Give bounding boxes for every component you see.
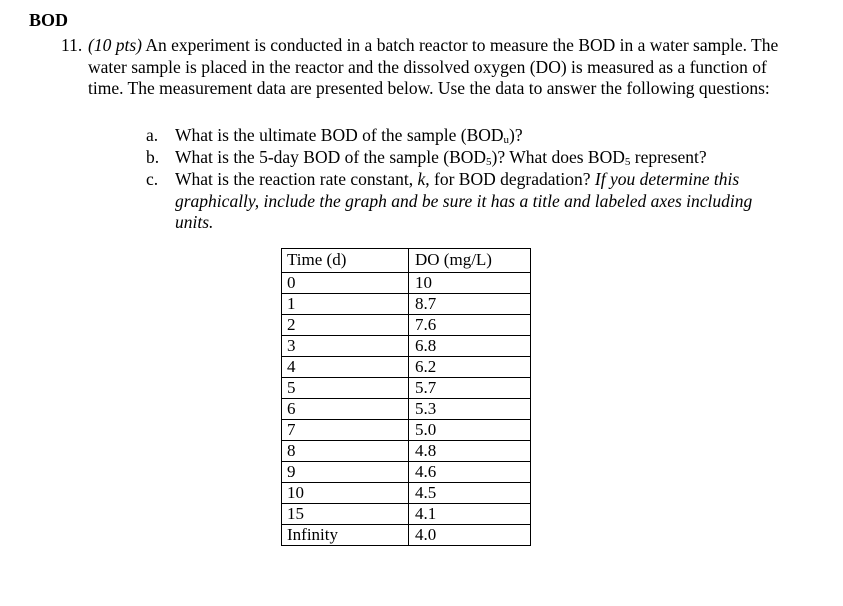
subquestion-c <box>175 169 785 234</box>
table-row <box>282 399 531 420</box>
do-cell: 4.0 <box>409 525 531 546</box>
subquestion-c-text-mid: , for BOD degradation? <box>425 169 595 189</box>
subquestion-a-letter: a. <box>146 125 159 145</box>
table-row <box>282 420 531 441</box>
table-row <box>282 315 531 336</box>
do-cell: 6.8 <box>409 336 531 357</box>
do-cell: 4.1 <box>409 504 531 525</box>
rate-constant-symbol: k <box>417 169 426 189</box>
time-cell: 2 <box>282 315 409 336</box>
table-row <box>282 273 531 294</box>
question-number: 11. <box>61 35 83 55</box>
subquestion-b-text-end: represent? <box>630 147 707 167</box>
do-cell: 5.3 <box>409 399 531 420</box>
time-cell: 9 <box>282 462 409 483</box>
table-row <box>282 441 531 462</box>
table-row <box>282 525 531 546</box>
time-cell: 8 <box>282 441 409 462</box>
time-cell: 3 <box>282 336 409 357</box>
subquestion-c-instructions: If you determine this graphically, include the graph and be sure it has a title and labeled axes including units. <box>175 169 753 232</box>
do-cell: 4.8 <box>409 441 531 462</box>
subquestion-b-text-mid: )? What does BOD <box>491 147 625 167</box>
time-cell: 6 <box>282 399 409 420</box>
do-cell: 5.7 <box>409 378 531 399</box>
time-cell: 7 <box>282 420 409 441</box>
subquestion-c-text: What is the reaction rate constant, <box>175 169 418 189</box>
do-measurement-table <box>281 248 531 546</box>
column-header-do: DO (mg/L) <box>409 249 531 273</box>
table-row <box>282 483 531 504</box>
time-cell: 5 <box>282 378 409 399</box>
time-cell: 15 <box>282 504 409 525</box>
subscript-5: 5 <box>624 156 631 168</box>
table-row <box>282 378 531 399</box>
subquestion-a <box>175 125 785 147</box>
subquestion-c-letter: c. <box>146 169 159 189</box>
do-cell: 4.6 <box>409 462 531 483</box>
column-header-time: Time (d) <box>282 249 409 273</box>
do-cell: 5.0 <box>409 420 531 441</box>
do-cell: 10 <box>409 273 531 294</box>
time-cell: 10 <box>282 483 409 504</box>
question-body: An experiment is conducted in a batch reactor to measure the BOD in a water sample. The water sample is placed in the reactor and the dissolved oxygen (DO) is measured as a function of time. The measurement data are presented below. Use the data to answer the following questions: <box>88 35 779 98</box>
subquestion-b-letter: b. <box>146 147 160 167</box>
question-text <box>88 35 788 100</box>
time-cell: 0 <box>282 273 409 294</box>
subquestion-a-text: What is the ultimate BOD of the sample (BOD <box>175 125 504 145</box>
time-cell: Infinity <box>282 525 409 546</box>
section-heading: BOD <box>29 10 69 30</box>
subscript-5: 5 <box>486 156 492 168</box>
do-cell: 8.7 <box>409 294 531 315</box>
time-cell: 1 <box>282 294 409 315</box>
table-row <box>282 462 531 483</box>
table-row <box>282 294 531 315</box>
table-row <box>282 336 531 357</box>
subquestion-a-text-end: )? <box>509 125 523 145</box>
question-points: (10 pts) <box>88 35 142 55</box>
do-cell: 7.6 <box>409 315 531 336</box>
table-row <box>282 504 531 525</box>
table-header-row <box>282 249 531 273</box>
do-cell: 4.5 <box>409 483 531 504</box>
subquestion-b <box>175 147 785 169</box>
table-row <box>282 357 531 378</box>
subquestion-b-text: What is the 5-day BOD of the sample (BOD <box>175 147 487 167</box>
do-cell: 6.2 <box>409 357 531 378</box>
time-cell: 4 <box>282 357 409 378</box>
subscript-u: u <box>503 134 510 146</box>
